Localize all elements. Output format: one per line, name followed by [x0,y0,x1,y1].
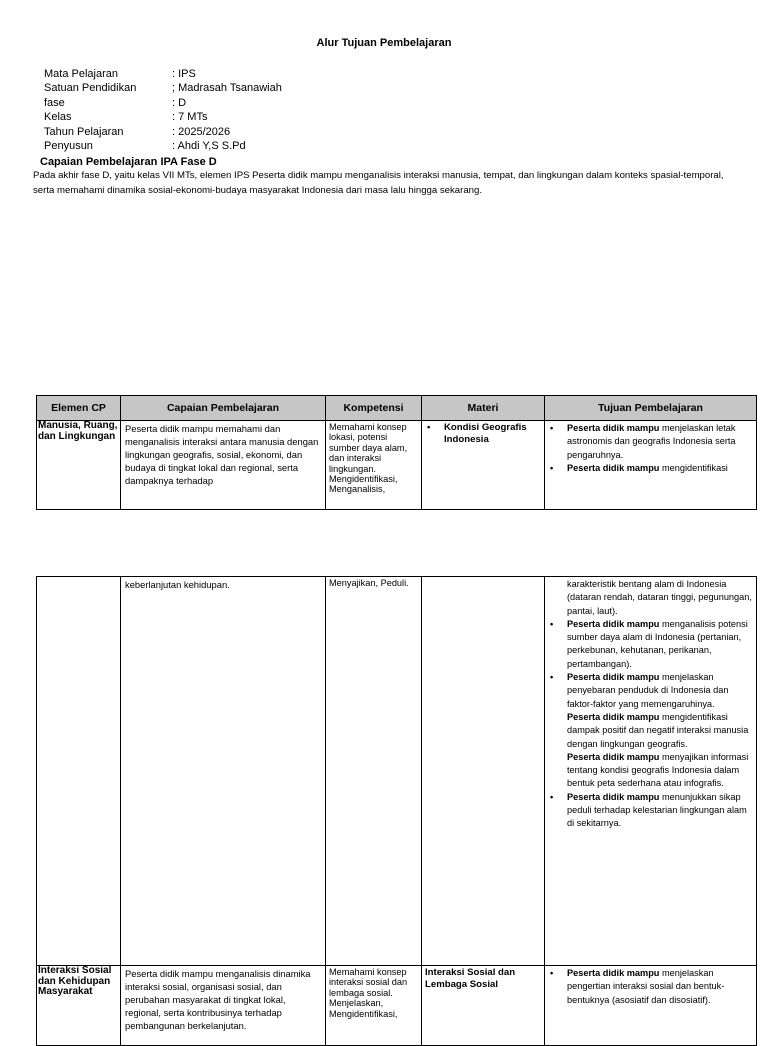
elemen-cell: Manusia, Ruang, dan Lingkungan [37,421,121,510]
meta-value: : IPS [172,68,196,80]
meta-label: Satuan Pendidikan [44,82,137,95]
materi-item: • Kondisi Geografis Indonesia [425,422,542,445]
meta-label: Mata Pelajaran [44,68,118,80]
tujuan-text: mengidentifikasi [659,462,728,473]
tujuan-cell [545,577,757,966]
header-capaian: Capaian Pembelajaran [121,396,326,421]
header-elemen-cp: Elemen CP [37,396,121,421]
tujuan-subject: Peserta didik mampu [567,968,660,978]
tujuan-subject: Peserta didik mampu [567,791,660,802]
tujuan-item [548,578,752,618]
tujuan-text: menjelaskan pengertian interaksi sosial dan bentuk-bentuknya (asosiatif dan disosiatif). [567,968,725,1005]
materi-cell: Interaksi Sosial dan Lembaga Sosial [422,966,545,1046]
meta-value: ; Madrasah Tsanawiah [172,82,282,95]
meta-row [44,96,282,110]
kompetensi-cell: Memahami konsep interaksi sosial dan lembaga sosial. Menjelaskan, Mengidentifikasi, [326,966,422,1046]
meta-row [44,110,282,124]
table-row [37,577,757,966]
table-row [37,966,757,1046]
meta-row [44,81,282,95]
meta-value: : 2025/2026 [172,125,231,138]
tujuan-subject: Peserta didik mampu [567,423,660,433]
tujuan-item [548,751,752,791]
page-title: Alur Tujuan Pembelajaran [316,37,452,49]
elemen-cell: Interaksi Sosial dan Kehidupan Masyarakat [37,966,121,1046]
tujuan-item [548,711,752,751]
meta-row [44,67,282,81]
cp-paragraph: Pada akhir fase D, yaitu kelas VII MTs, elemen IPS Peserta didik mampu menganalisis interaksi manusia, tempat, dan lingkungan dalam konteks spasial-temporal, serta memahami dinamika sosial-ekonomi-budaya masyarakat Indonesia dari masa lalu hingga sekarang. [33,170,724,196]
atp-table-continued [36,576,757,1046]
materi-cell [422,421,545,510]
tujuan-text: menjelaskan penyebaran penduduk di Indonesia dan faktor-faktor yang memengaruhinya. [567,672,729,709]
capaian-cell: Peserta didik mampu menganalisis dinamika interaksi sosial, organisasi sosial, dan perubahan masyarakat di tingkat lokal, regional, serta kontribusinya terhadap pembangunan berkelanjutan. [121,966,326,1046]
tujuan-text: menganalisis potensi sumber daya alam di Indonesia (pertanian, perkebunan, kehutanan, perikanan, pertambangan). [567,618,748,669]
tujuan-text: menunjukkan sikap peduli terhadap kelestarian lingkungan alam di sekitarnya. [567,791,747,829]
tujuan-cell [545,421,757,510]
tujuan-subject: Peserta didik mampu [567,618,660,629]
header-materi: Materi [422,396,545,421]
meta-row [44,125,282,139]
header-kompetensi: Kompetensi [326,396,422,421]
header-tujuan: Tujuan Pembelajaran [545,396,757,421]
tujuan-subject: Peserta didik mampu [567,462,660,473]
atp-table-top [36,395,757,510]
tujuan-subject: Peserta didik mampu [567,751,660,762]
tujuan-item [548,671,752,711]
kompetensi-cell: Memahami konsep lokasi, potensi sumber daya alam, dan interaksi lingkungan. Mengidentifikasi, Menganalisis, [326,421,422,510]
tujuan-cell [545,966,757,1046]
table-header-row [37,396,757,421]
tujuan-text: mengidentifikasi dampak positif dan negatif interaksi manusia dengan lingkungan geografis. [567,711,749,749]
tujuan-text: karakteristik bentang alam di Indonesia (dataran rendah, dataran tinggi, pegunungan, pantai, laut). [567,579,752,616]
tujuan-subject: Peserta didik mampu [567,711,660,722]
cp-heading: Capaian Pembelajaran IPA Fase D [40,156,217,168]
tujuan-item [548,462,752,475]
tujuan-subject: Peserta didik mampu [567,672,660,683]
meta-value: : D [172,96,187,109]
meta-row [44,139,282,153]
meta-label: Penyusun [44,140,93,153]
meta-label: Kelas [44,111,72,124]
tujuan-text: menyajikan informasi tentang kondisi geografis Indonesia dalam bentuk peta sederhana atau infografis. [567,751,749,789]
materi-cell [422,577,545,966]
elemen-cell [37,577,121,966]
capaian-cell: Peserta didik mampu memahami dan menganalisis interaksi antara manusia dengan lingkungan geografis, sosial, ekonomi, dan budaya di tingkat lokal dan regional, serta dampaknya terhadap [121,421,326,510]
tujuan-text: menjelaskan letak astronomis dan geografis Indonesia serta pengaruhnya. [567,423,736,460]
capaian-cell: keberlanjutan kehidupan. [121,577,326,966]
document-meta [44,67,282,153]
tujuan-item [548,422,752,462]
meta-label: Tahun Pelajaran [44,125,124,138]
kompetensi-cell: Menyajikan, Peduli. [326,577,422,966]
table-row [37,421,757,510]
meta-value: : 7 MTs [172,111,208,124]
meta-label: fase [44,96,65,109]
tujuan-item [548,791,752,831]
tujuan-item [548,618,752,671]
tujuan-item [548,967,752,1007]
meta-value: : Ahdi Y,S S.Pd [172,140,246,153]
